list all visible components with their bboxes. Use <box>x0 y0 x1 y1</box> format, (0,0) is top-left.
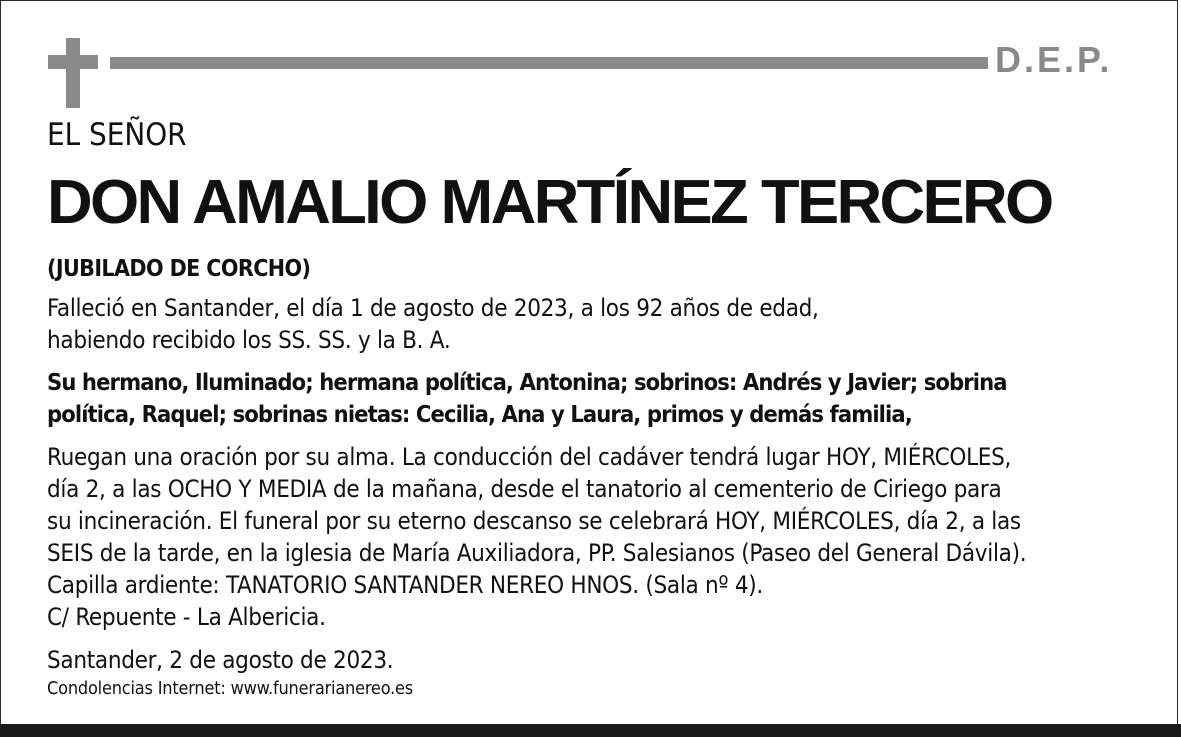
death-info-line: habiendo recibido los SS. SS. y la B. A. <box>47 326 451 354</box>
honorific: EL SEÑOR <box>47 117 187 153</box>
bottom-border <box>0 724 1181 737</box>
ceremony-line: Ruegan una oración por su alma. La conducción del cadáver tendrá lugar HOY, MIÉRCOLES, <box>47 443 1012 471</box>
dep-label: D.E.P. <box>995 39 1113 80</box>
deceased-name: DON AMALIO MARTÍNEZ TERCERO <box>47 168 1052 237</box>
family-line: política, Raquel; sobrinas nietas: Cecilia, Ana y Laura, primos y demás familia, <box>47 400 912 428</box>
death-info-line: Falleció en Santander, el día 1 de agosto de 2023, a los 92 años de edad, <box>47 294 819 322</box>
ceremony-line: SEIS de la tarde, en la iglesia de María Auxiliadora, PP. Salesianos (Paseo del General Dávila). <box>47 539 1027 567</box>
condolences-link[interactable]: Condolencias Internet: www.funerarianereo.es <box>47 678 414 699</box>
ceremony-line: su incineración. El funeral por su eterno descanso se celebrará HOY, MIÉRCOLES, día 2, a las <box>47 507 1021 535</box>
ceremony-line: día 2, a las OCHO Y MEDIA de la mañana, desde el tanatorio al cementerio de Ciriego para <box>47 475 1002 503</box>
header-rule <box>110 57 988 69</box>
profession: (JUBILADO DE CORCHO) <box>47 256 311 282</box>
cross-icon-arm <box>48 55 98 69</box>
place-date: Santander, 2 de agosto de 2023. <box>47 646 394 674</box>
family-line: Su hermano, Iluminado; hermana política, Antonina; sobrinos: Andrés y Javier; sobrina <box>47 368 1007 396</box>
cross-icon <box>66 38 80 108</box>
ceremony-line: C/ Repuente - La Albericia. <box>47 603 326 631</box>
ceremony-line: Capilla ardiente: TANATORIO SANTANDER NEREO HNOS. (Sala nº 4). <box>47 571 763 599</box>
